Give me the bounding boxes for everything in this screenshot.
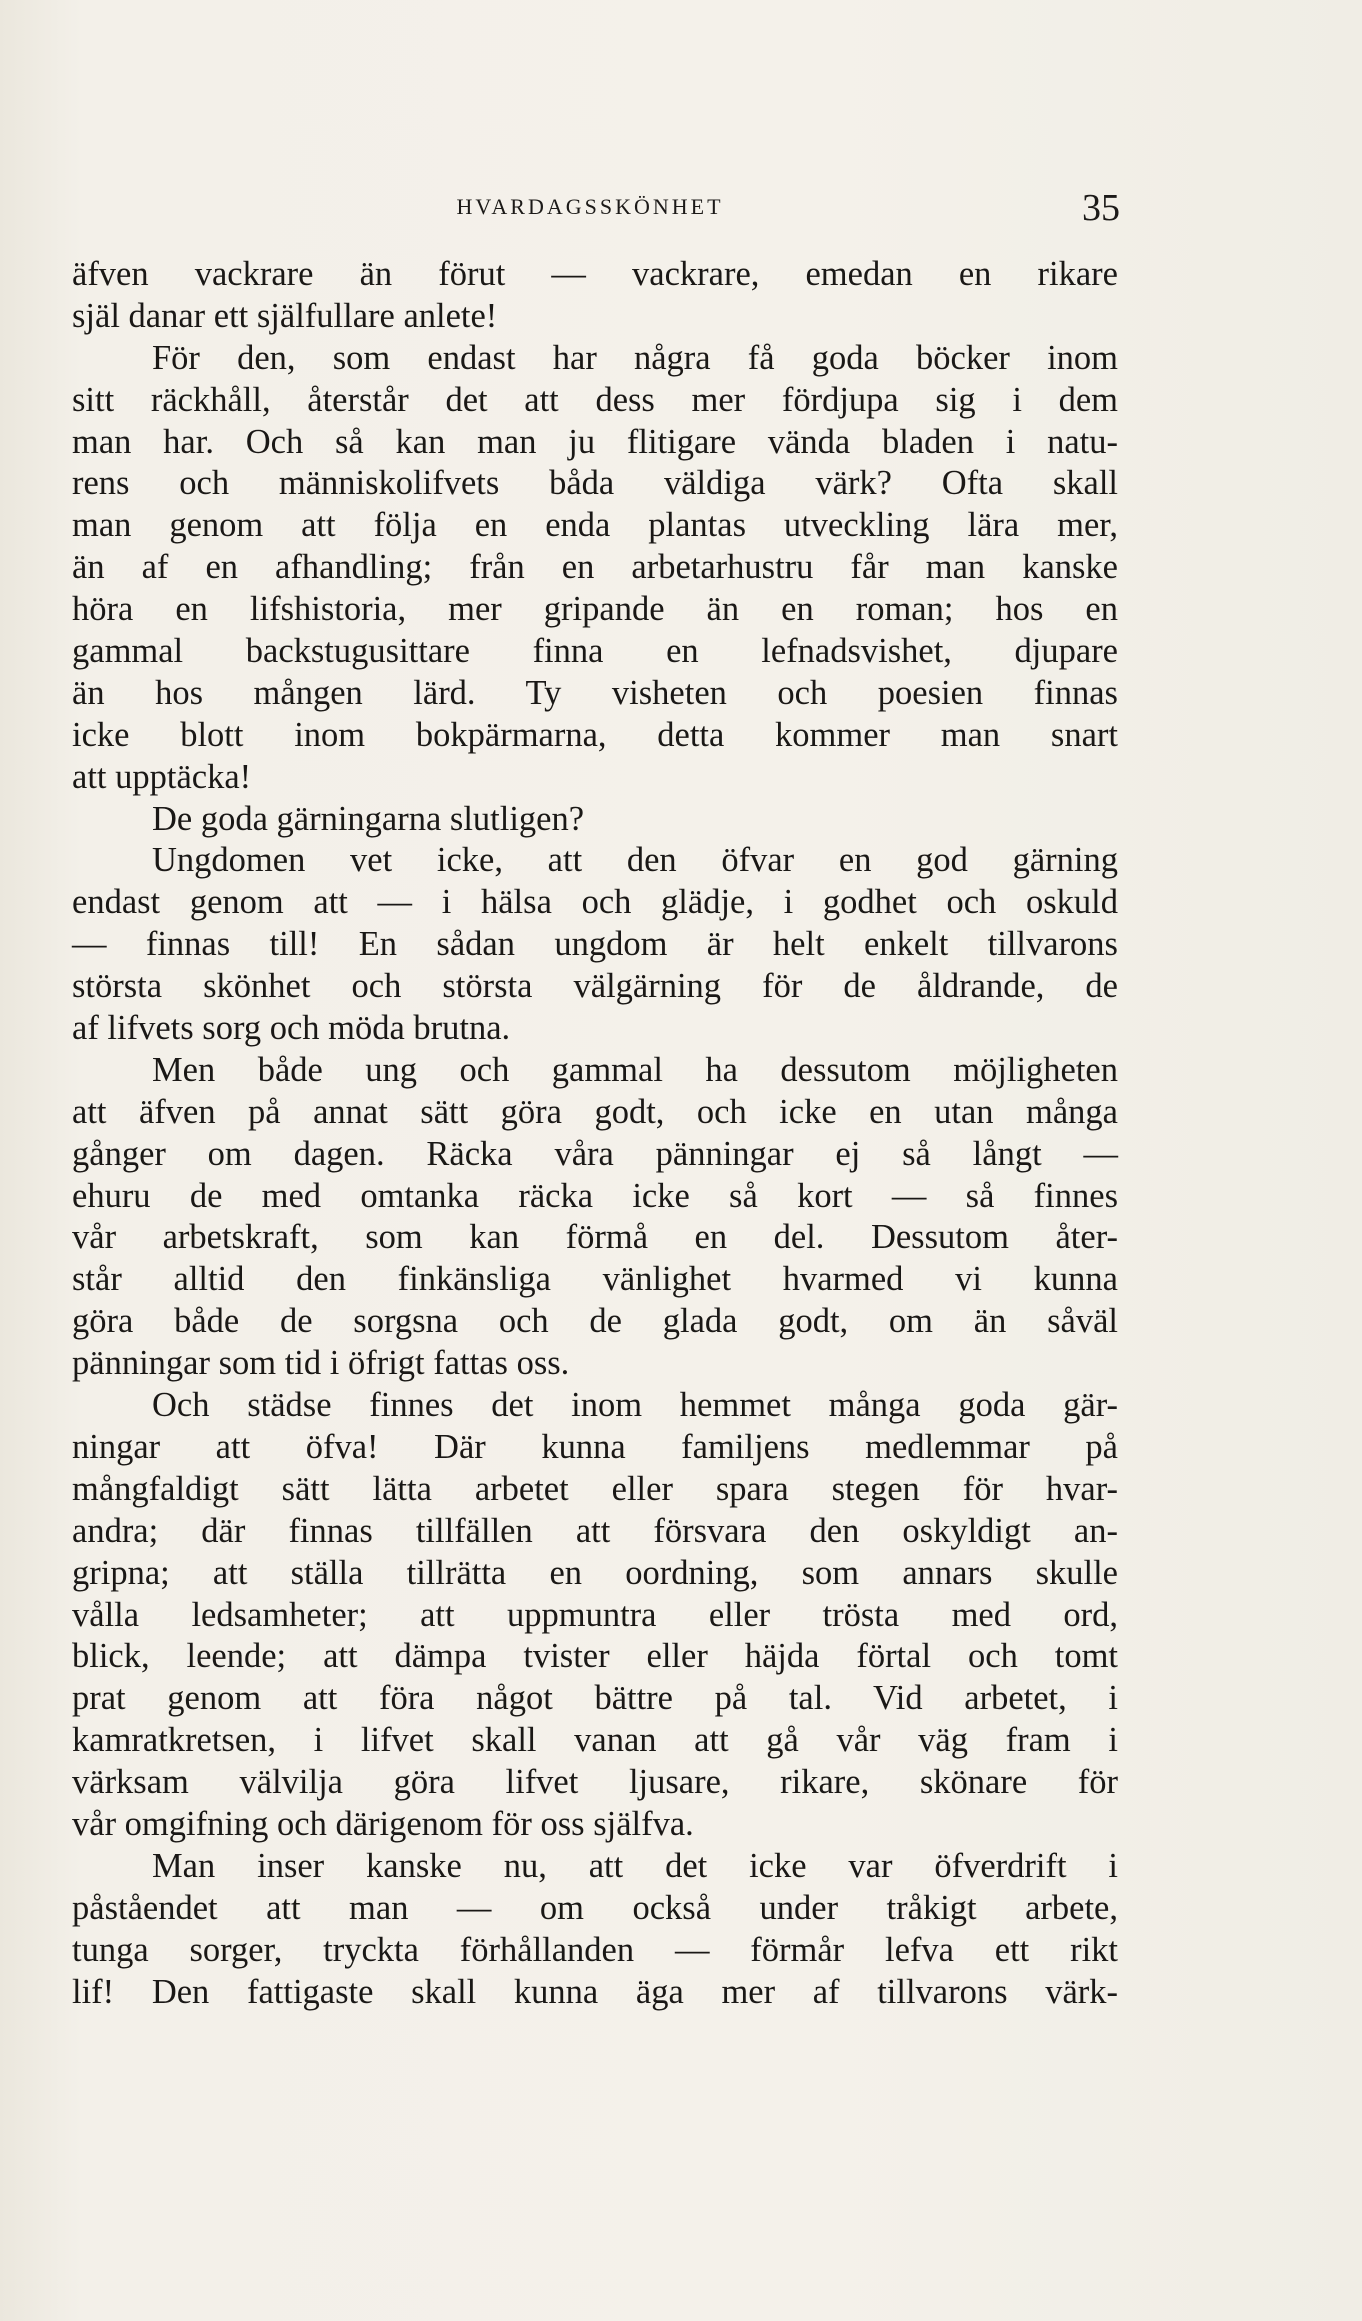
text-line: att äfven på annat sätt göra godt, och icke en utan många <box>72 1092 1118 1131</box>
text-line: lif! Den fattigaste skall kunna äga mer af tillvarons värk- <box>72 1972 1118 2011</box>
text-line: sitt räckhåll, återstår det att dess mer fördjupa sig i dem <box>72 380 1118 419</box>
text-line: påståendet att man — om också under tråkigt arbete, <box>72 1888 1118 1927</box>
text-line: gammal backstugusittare finna en lefnadsvishet, djupare <box>72 632 1118 671</box>
text-line: pänningar som tid i öfrigt fattas oss. <box>72 1344 570 1383</box>
text-line: icke blott inom bokpärmarna, detta kommer man snart <box>72 715 1118 754</box>
text-line: äfven vackrare än förut — vackrare, emedan en rikare <box>72 255 1118 293</box>
text-line: af lifvets sorg och möda brutna. <box>72 1009 511 1048</box>
text-line: står alltid den finkänsliga vänlighet hvarmed vi kunna <box>72 1260 1118 1299</box>
page-number: 35 <box>1082 187 1120 229</box>
text-line: att upptäcka! <box>72 757 252 796</box>
text-line: man har. Och så kan man ju flitigare vända bladen i natu- <box>72 422 1118 461</box>
running-title: HVARDAGSSKÖNHET <box>456 194 724 219</box>
text-line: endast genom att — i hälsa och glädje, i godhet och oskuld <box>72 883 1118 922</box>
text-line: än af en afhandling; från en arbetarhustru får man kanske <box>72 548 1118 587</box>
text-line: största skönhet och största välgärning för de åldrande, de <box>72 967 1118 1006</box>
text-line: än hos mången lärd. Ty visheten och poesien finnas <box>72 673 1118 712</box>
text-line: gripna; att ställa tillrätta en oordning, som annars skulle <box>72 1553 1118 1592</box>
text-line: Ungdomen vet icke, att den öfvar en god gärning <box>152 841 1118 880</box>
text-line: göra både de sorgsna och de glada godt, om än såväl <box>72 1302 1118 1341</box>
text-line: man genom att följa en enda plantas utveckling lära mer, <box>72 506 1118 545</box>
text-line: Och städse finnes det inom hemmet många goda gär- <box>152 1386 1118 1425</box>
text-line: höra en lifshistoria, mer gripande än en roman; hos en <box>72 590 1118 629</box>
text-line: andra; där finnas tillfällen att försvara den oskyldigt an- <box>72 1511 1118 1550</box>
text-line: mångfaldigt sätt lätta arbetet eller spara stegen för hvar- <box>72 1469 1118 1508</box>
text-line: gånger om dagen. Räcka våra pänningar ej så långt — <box>72 1134 1118 1173</box>
text-line: vår arbetskraft, som kan förmå en del. Dessutom åter- <box>72 1218 1118 1257</box>
text-line: ehuru de med omtanka räcka icke så kort — så finnes <box>72 1176 1118 1215</box>
text-line: Men både ung och gammal ha dessutom möjligheten <box>152 1050 1118 1089</box>
text-line: vår omgifning och därigenom för oss själfva. <box>72 1804 694 1843</box>
text-line: vålla ledsamheter; att uppmuntra eller trösta med ord, <box>72 1595 1118 1634</box>
running-head <box>60 186 1120 236</box>
text-line: kamratkretsen, i lifvet skall vanan att gå vår väg fram i <box>72 1721 1118 1760</box>
text-line: blick, leende; att dämpa tvister eller häjda förtal och tomt <box>72 1637 1118 1676</box>
text-line: prat genom att föra något bättre på tal. Vid arbetet, i <box>72 1679 1118 1718</box>
text-line: — finnas till! En sådan ungdom är helt enkelt tillvarons <box>72 925 1118 964</box>
text-line: värksam välvilja göra lifvet ljusare, rikare, skönare för <box>72 1763 1118 1802</box>
text-line: För den, som endast har några få goda böcker inom <box>152 338 1118 377</box>
text-line: ningar att öfva! Där kunna familjens medlemmar på <box>72 1427 1118 1466</box>
text-line: själ danar ett själfullare anlete! <box>72 296 498 335</box>
text-line: rens och människolifvets båda väldiga värk? Ofta skall <box>72 464 1118 503</box>
text-line: tunga sorger, tryckta förhållanden — förmår lefva ett rikt <box>72 1930 1118 1969</box>
body-text <box>72 254 1118 2013</box>
text-line: De goda gärningarna slutligen? <box>152 799 585 838</box>
text-line: Man inser kanske nu, att det icke var öfverdrift i <box>152 1846 1118 1885</box>
